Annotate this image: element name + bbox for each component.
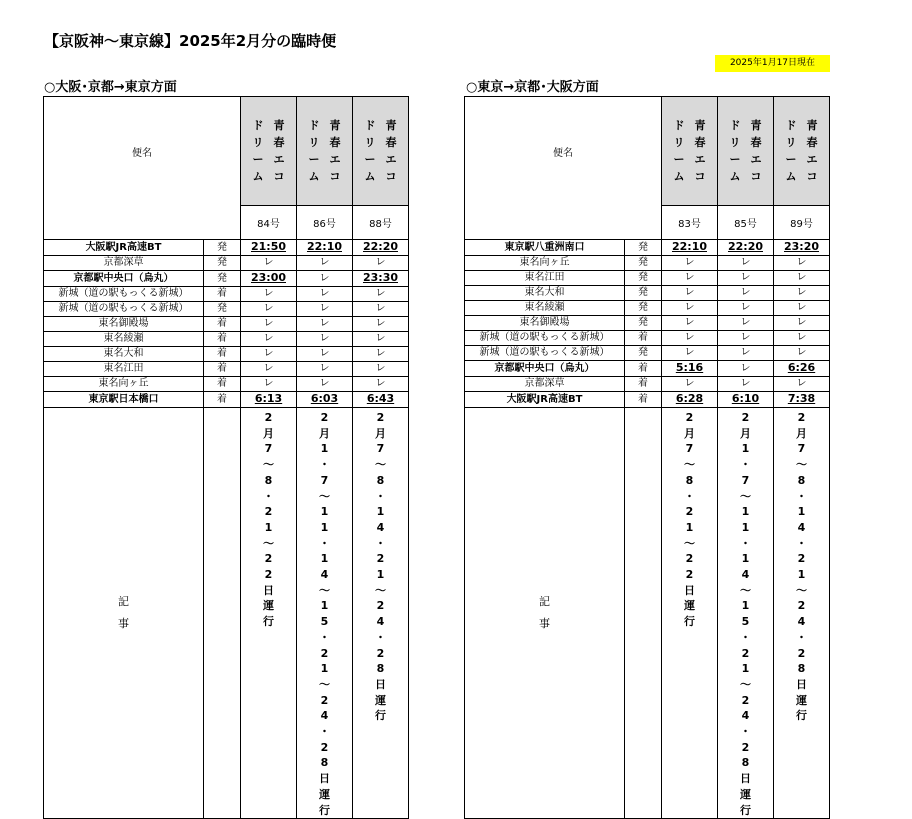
stop-name: 東名向ヶ丘: [465, 256, 625, 271]
stop-time: [718, 361, 774, 377]
train-name-line1: 青 春 エ コ: [750, 118, 762, 183]
stop-row: [465, 240, 830, 256]
stop-time: [718, 286, 774, 301]
stop-time: [774, 377, 830, 392]
stop-name: 東名綾瀬: [44, 332, 204, 347]
stop-time: [353, 287, 409, 302]
stop-name: 新城（道の駅もっくる新城）: [44, 287, 204, 302]
stop-time-value: レ: [319, 318, 330, 329]
arrive-depart-flag: 着: [204, 362, 241, 377]
stop-time: [774, 271, 830, 286]
header-row: [44, 97, 409, 206]
stop-time: [241, 240, 297, 256]
stop-row: [465, 392, 830, 408]
operation-note: 2 月 1 ・ 7 ～ 1 1 ・ 1 4 ～ 1 5 ・ 2 1 ～ 2 4 ・ 2 8 日 運 行: [718, 408, 774, 819]
stop-time: [662, 377, 718, 392]
stop-time: [662, 286, 718, 301]
stop-time: [297, 302, 353, 317]
stop-time: [774, 256, 830, 271]
arrive-depart-flag: 着: [204, 347, 241, 362]
stop-time-value: レ: [684, 302, 695, 313]
stop-time: [774, 316, 830, 331]
train-number: 84号: [241, 205, 297, 240]
stop-name: 大阪駅JR高速BT: [44, 240, 204, 256]
stop-time: [241, 392, 297, 408]
stop-time-value: 6:43: [366, 392, 395, 405]
stop-name: 東名御殿場: [44, 317, 204, 332]
stop-row: [465, 346, 830, 361]
arrive-depart-flag: 着: [204, 332, 241, 347]
stop-time-value: レ: [263, 318, 274, 329]
stop-name: 東名向ヶ丘: [44, 377, 204, 392]
stop-row: [44, 332, 409, 347]
arrive-depart-flag: 着: [625, 331, 662, 346]
stop-name: 京都駅中央口（烏丸）: [44, 271, 204, 287]
stop-time: [353, 302, 409, 317]
stop-time: [662, 331, 718, 346]
section-title-eastbound: ○東京→京都･大阪方面: [466, 80, 599, 95]
arrive-depart-flag: 発: [625, 316, 662, 331]
train-name-line1: 青 春 エ コ: [273, 118, 285, 183]
stop-time-value: レ: [684, 287, 695, 298]
date-badge: 2025年1月17日現在: [715, 55, 830, 72]
train-name-line1: 青 春 エ コ: [806, 118, 818, 183]
stop-time: [297, 392, 353, 408]
operation-note: 2 月 1 ・ 7 ～ 1 1 ・ 1 4 ～ 1 5 ・ 2 1 ～ 2 4 ・ 2 8 日 運 行: [297, 408, 353, 819]
train-name-cell: [662, 97, 718, 206]
stop-time-value: 23:20: [783, 240, 819, 253]
train-name-cell: [241, 97, 297, 206]
stop-time-value: レ: [740, 347, 751, 358]
stop-time-value: レ: [263, 348, 274, 359]
note-label: 記 事: [539, 595, 550, 631]
stop-row: [44, 347, 409, 362]
stop-time-value: レ: [740, 272, 751, 283]
stop-time: [353, 347, 409, 362]
stop-time-value: 6:26: [787, 361, 816, 374]
page-title: 【京阪神～東京線】2025年2月分の臨時便: [44, 32, 337, 50]
stop-time-value: レ: [684, 317, 695, 328]
stop-name: 東京駅八重洲南口: [465, 240, 625, 256]
stop-time: [353, 362, 409, 377]
stop-time: [774, 240, 830, 256]
operation-note: 2 月 7 ～ 8 ・ 1 4 ・ 2 1 ～ 2 4 ・ 2 8 日 運 行: [353, 408, 409, 819]
stop-time: [297, 287, 353, 302]
stop-row: [465, 377, 830, 392]
stop-time-value: 22:10: [306, 240, 342, 253]
stop-time-value: レ: [375, 378, 386, 389]
operation-note: 2 月 7 ～ 8 ・ 2 1 ～ 2 2 日 運 行: [241, 408, 297, 819]
note-separator-cell: [625, 408, 662, 819]
stop-time-value: レ: [684, 272, 695, 283]
stop-time: [241, 332, 297, 347]
stop-time-value: レ: [684, 378, 695, 389]
stop-time-value: 22:20: [727, 240, 763, 253]
bin-label: 便名: [132, 147, 152, 159]
stop-name: 東名大和: [465, 286, 625, 301]
stop-time-value: レ: [740, 332, 751, 343]
train-number-row: [44, 205, 409, 240]
train-name-header: [44, 97, 241, 206]
stop-time: [774, 286, 830, 301]
note-label: 記 事: [118, 595, 129, 631]
stop-name: 東名江田: [465, 271, 625, 286]
stop-row: [44, 392, 409, 408]
stop-row: [465, 271, 830, 286]
stop-time-value: レ: [796, 302, 807, 313]
notes-row: [44, 408, 409, 819]
stop-time-value: レ: [740, 302, 751, 313]
arrive-depart-flag: 着: [204, 317, 241, 332]
stop-time-value: レ: [263, 363, 274, 374]
train-number-spacer: [44, 205, 241, 240]
stop-row: [465, 301, 830, 316]
arrive-depart-flag: 発: [204, 256, 241, 271]
arrive-depart-flag: 発: [204, 271, 241, 287]
stop-time-value: レ: [263, 303, 274, 314]
stop-time-value: レ: [375, 363, 386, 374]
timetable-osaka-to-tokyo: [43, 96, 409, 819]
section-title-westbound: ○大阪･京都→東京方面: [44, 80, 177, 95]
stop-time: [662, 361, 718, 377]
operation-note: 2 月 7 ～ 8 ・ 1 4 ・ 2 1 ～ 2 4 ・ 2 8 日 運 行: [774, 408, 830, 819]
stop-time-value: レ: [740, 287, 751, 298]
stop-time-value: レ: [796, 332, 807, 343]
stop-row: [465, 256, 830, 271]
header-row: [465, 97, 830, 206]
notes-row: [465, 408, 830, 819]
arrive-depart-flag: 発: [625, 286, 662, 301]
stop-time-value: 6:10: [731, 392, 760, 405]
stop-time-value: レ: [796, 287, 807, 298]
stop-row: [44, 287, 409, 302]
stop-time-value: レ: [319, 378, 330, 389]
train-name-cell: [774, 97, 830, 206]
stop-name: 京都深草: [465, 377, 625, 392]
stop-time-value: レ: [263, 333, 274, 344]
stop-time-value: レ: [740, 317, 751, 328]
stop-time: [241, 287, 297, 302]
train-name-cell: [297, 97, 353, 206]
stop-time: [774, 392, 830, 408]
stop-time-value: レ: [740, 362, 751, 374]
arrive-depart-flag: 着: [204, 392, 241, 408]
train-name-cell: [353, 97, 409, 206]
stop-time-value: 6:28: [675, 392, 704, 405]
stop-time: [718, 377, 774, 392]
stop-time: [662, 392, 718, 408]
stop-time-value: レ: [684, 347, 695, 358]
arrive-depart-flag: 発: [625, 271, 662, 286]
train-name-line1: 青 春 エ コ: [694, 118, 706, 183]
stop-time: [297, 256, 353, 271]
note-label-cell: [44, 408, 204, 819]
stop-time-value: レ: [796, 317, 807, 328]
stop-name: 新城（道の駅もっくる新城）: [44, 302, 204, 317]
stop-row: [44, 377, 409, 392]
stop-time-value: 22:10: [671, 240, 707, 253]
arrive-depart-flag: 発: [204, 240, 241, 256]
train-name-line2: ド リ ー ム: [729, 118, 741, 183]
stop-time: [297, 362, 353, 377]
stop-time: [718, 256, 774, 271]
stop-time: [662, 240, 718, 256]
stop-time: [718, 392, 774, 408]
stop-time-value: 21:50: [250, 240, 286, 253]
stop-row: [44, 271, 409, 287]
stop-time-value: レ: [796, 257, 807, 268]
stop-time-value: レ: [319, 333, 330, 344]
operation-note: 2 月 7 ～ 8 ・ 2 1 ～ 2 2 日 運 行: [662, 408, 718, 819]
stop-time: [241, 317, 297, 332]
arrive-depart-flag: 発: [625, 346, 662, 361]
stop-time: [353, 240, 409, 256]
train-number: 83号: [662, 205, 718, 240]
stop-time-value: レ: [319, 288, 330, 299]
stop-time-value: 7:38: [787, 392, 816, 405]
stop-time: [662, 256, 718, 271]
stop-time-value: レ: [684, 257, 695, 268]
stop-time-value: レ: [684, 332, 695, 343]
stop-row: [465, 286, 830, 301]
stop-time: [718, 240, 774, 256]
arrive-depart-flag: 着: [625, 377, 662, 392]
stop-time-value: レ: [796, 272, 807, 283]
stop-time-value: レ: [375, 288, 386, 299]
stop-time: [718, 316, 774, 331]
train-number: 88号: [353, 205, 409, 240]
arrive-depart-flag: 着: [204, 377, 241, 392]
stop-name: 新城（道の駅もっくる新城）: [465, 331, 625, 346]
train-name-line1: 青 春 エ コ: [385, 118, 397, 183]
stop-row: [465, 316, 830, 331]
train-name-cell: [718, 97, 774, 206]
stop-time: [718, 271, 774, 286]
stop-time-value: レ: [740, 378, 751, 389]
stop-row: [44, 302, 409, 317]
stop-name: 東名御殿場: [465, 316, 625, 331]
stop-time: [718, 331, 774, 346]
stop-time-value: レ: [319, 348, 330, 359]
train-name-header: [465, 97, 662, 206]
stop-time: [297, 317, 353, 332]
stop-time: [774, 331, 830, 346]
stop-time: [353, 392, 409, 408]
stop-time-value: レ: [375, 348, 386, 359]
stop-row: [44, 362, 409, 377]
stop-name: 東名江田: [44, 362, 204, 377]
stop-name: 東名綾瀬: [465, 301, 625, 316]
stop-time-value: 23:30: [362, 271, 398, 284]
stop-name: 大阪駅JR高速BT: [465, 392, 625, 408]
stop-time-value: 23:00: [250, 271, 286, 284]
stop-time-value: レ: [263, 378, 274, 389]
stop-time-value: レ: [375, 333, 386, 344]
stop-time-value: 22:20: [362, 240, 398, 253]
stop-row: [465, 331, 830, 346]
stop-time: [241, 377, 297, 392]
stop-time: [353, 377, 409, 392]
stop-time-value: 6:13: [254, 392, 283, 405]
stop-time: [297, 271, 353, 287]
arrive-depart-flag: 発: [625, 256, 662, 271]
stop-time-value: レ: [319, 363, 330, 374]
train-name-line2: ド リ ー ム: [308, 118, 320, 183]
stop-time: [297, 240, 353, 256]
stop-time: [297, 332, 353, 347]
train-number: 89号: [774, 205, 830, 240]
arrive-depart-flag: 着: [625, 361, 662, 377]
stop-time-value: レ: [263, 288, 274, 299]
train-number-row: [465, 205, 830, 240]
stop-time-value: レ: [375, 318, 386, 329]
train-number: 85号: [718, 205, 774, 240]
train-name-line2: ド リ ー ム: [364, 118, 376, 183]
stop-time: [662, 271, 718, 286]
stop-time: [241, 256, 297, 271]
stop-time: [353, 256, 409, 271]
stop-time-value: レ: [740, 257, 751, 268]
stop-time-value: レ: [263, 257, 274, 268]
stop-name: 東名大和: [44, 347, 204, 362]
stop-time: [774, 301, 830, 316]
stop-time: [662, 301, 718, 316]
stop-time: [774, 361, 830, 377]
stop-name: 京都深草: [44, 256, 204, 271]
stop-time-value: レ: [375, 303, 386, 314]
timetable-tokyo-to-osaka: [464, 96, 830, 819]
stop-row: [44, 256, 409, 271]
stop-time: [241, 347, 297, 362]
stop-time-value: レ: [796, 347, 807, 358]
arrive-depart-flag: 着: [204, 287, 241, 302]
stop-time-value: レ: [375, 257, 386, 268]
train-name-line2: ド リ ー ム: [673, 118, 685, 183]
stop-time: [353, 332, 409, 347]
stop-name: 京都駅中央口（烏丸）: [465, 361, 625, 377]
stop-time: [353, 317, 409, 332]
stop-time-value: レ: [319, 303, 330, 314]
arrive-depart-flag: 発: [625, 240, 662, 256]
arrive-depart-flag: 発: [204, 302, 241, 317]
stop-time: [297, 377, 353, 392]
train-number: 86号: [297, 205, 353, 240]
arrive-depart-flag: 着: [625, 392, 662, 408]
stop-time: [353, 271, 409, 287]
stop-time: [241, 362, 297, 377]
note-label-cell: [465, 408, 625, 819]
stop-time: [297, 347, 353, 362]
stop-time: [718, 346, 774, 361]
stop-row: [44, 317, 409, 332]
stop-row: [44, 240, 409, 256]
stop-time: [662, 346, 718, 361]
train-name-line1: 青 春 エ コ: [329, 118, 341, 183]
train-name-line2: ド リ ー ム: [785, 118, 797, 183]
train-name-line2: ド リ ー ム: [252, 118, 264, 183]
train-number-spacer: [465, 205, 662, 240]
arrive-depart-flag: 発: [625, 301, 662, 316]
stop-time: [718, 301, 774, 316]
stop-time-value: レ: [796, 378, 807, 389]
stop-time: [662, 316, 718, 331]
bin-label: 便名: [553, 147, 573, 159]
stop-name: 新城（道の駅もっくる新城）: [465, 346, 625, 361]
stop-time: [774, 346, 830, 361]
stop-time-value: レ: [319, 272, 330, 284]
stop-time-value: 6:03: [310, 392, 339, 405]
stop-time-value: レ: [319, 257, 330, 268]
stop-name: 東京駅日本橋口: [44, 392, 204, 408]
note-separator-cell: [204, 408, 241, 819]
stop-row: [465, 361, 830, 377]
stop-time: [241, 271, 297, 287]
stop-time: [241, 302, 297, 317]
stop-time-value: 5:16: [675, 361, 704, 374]
